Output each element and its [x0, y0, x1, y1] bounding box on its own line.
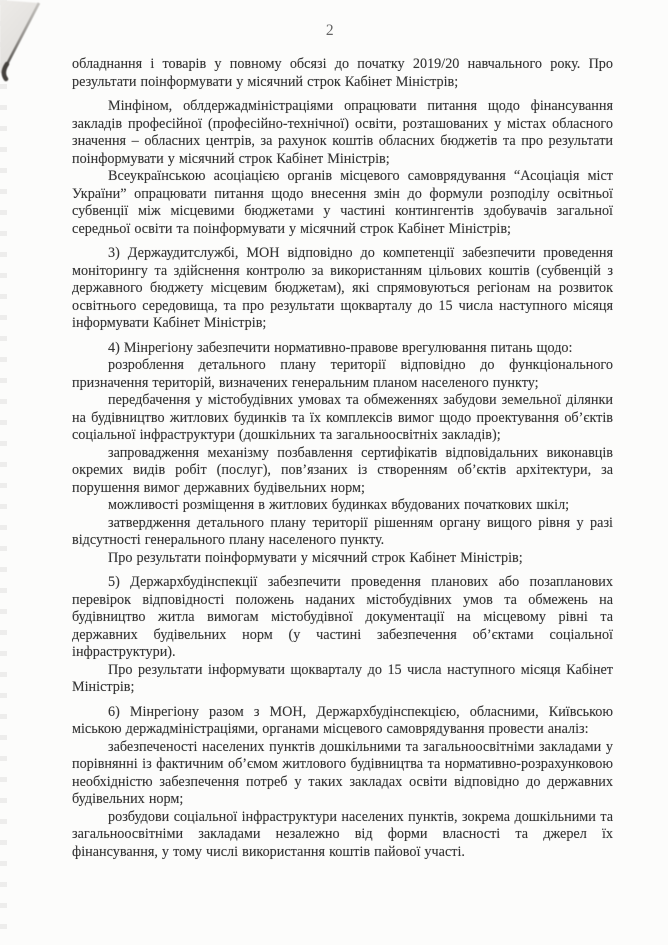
paragraph: розбудови соціальної інфраструктури населених пунктів, зокрема дошкільними та загальноосвітніми закладами незалежно від форми власності та джерел їх фінансування, у тому числі використання коштів пайової участі. [72, 808, 613, 860]
paragraph: Про результати поінформувати у місячний строк Кабінет Міністрів; [108, 549, 523, 566]
paragraph: передбачення у містобудівних умовах та обмеженнях забудови земельної ділянки на будівництво житлових будинків та їх комплексів вимог щодо проектування об’єктів соціальної інфраструктури (дошкільних та загальноосвітніх закладів); [72, 392, 613, 443]
paragraph: 5) Держархбудінспекції забезпечити проведення планових або позапланових перевірок відповідності положень наданих містобудівних умов та обмежень на будівництво житла вимогам містобудівної документації на місцевому рівні та державних будівельних норм (у частині забезпечення об’єктами соціальної інфраструктури). [72, 574, 613, 660]
paragraph: запровадження механізму позбавлення сертифікатів відповідальних виконавців окремих видів робіт (послуг), пов’язаних із створенням об’єктів архітектури, за порушення вимог державних будівельних норм; [72, 444, 613, 496]
page-fold-corner-artifact [0, 0, 48, 86]
paragraph: 3) Держаудитслужбі, МОН відповідно до компетенції забезпечити проведення моніторингу та здійснення контролю за використанням цільових коштів (субвенцій з державного бюджету місцевим бюджетам), які спрямовуються регіонам на розвиток освітнього середовища, та про результати щокварталу до 15 числа наступного місяця інформувати Кабінет Міністрів; [72, 245, 613, 331]
paragraph: Всеукраїнською асоціацією органів місцевого самоврядування “Асоціація міст України” опрацювати питання щодо внесення змін до формули розподілу освітньої субвенції між місцевими бюджетами у частині контингентів здобувачів загальної середньої освіти та поінформувати у місячний строк Кабінет Міністрів; [72, 168, 613, 237]
page-number: 2 [325, 22, 335, 39]
paragraph: обладнання і товарів у повному обсязі до початку 2019/20 навчального року. Про результати поінформувати у місячний строк Кабінет Міністрів; [72, 56, 613, 90]
paragraph: Про результати інформувати щокварталу до 15 числа наступного місяця Кабінет Міністрів; [72, 661, 613, 695]
paragraph: затвердження детального плану території рішенням органу вищого рівня у разі відсутності генерального плану населеного пункту. [72, 514, 613, 548]
paragraph: можливості розміщення в житлових будинках вбудованих початкових шкіл; [108, 497, 570, 513]
paragraph: Мінфіном, облдержадміністраціями опрацювати питання щодо фінансування закладів професійної (професійно-технічної) освіти, розташованих у містах обласного значення – обласних центрів, за рахунок коштів обласних бюджетів та про результати поінформувати у місячний строк Кабінет Міністрів; [72, 98, 613, 167]
document-body [72, 56, 613, 861]
paragraph: забезпеченості населених пунктів дошкільними та загальноосвітніми закладами у порівнянні із фактичним об’ємом житлового будівництва та нормативно-розрахунковою необхідністю забезпечення потреб у таких закладах освіти відповідно до державних будівельних норм; [72, 738, 613, 807]
paragraph: 4) Мінрегіону забезпечити нормативно-правове врегулювання питань щодо: [108, 339, 573, 356]
scanner-edge-artifact [0, 0, 7, 945]
paragraph: 6) Мінрегіону разом з МОН, Держархбудінспекцією, обласними, Київською міською держадміністраціями, органами місцевого самоврядування провести аналіз: [72, 703, 613, 737]
paragraph: розроблення детального плану території відповідно до функціонального призначення територій, визначених генеральним планом населеного пункту; [72, 357, 613, 391]
